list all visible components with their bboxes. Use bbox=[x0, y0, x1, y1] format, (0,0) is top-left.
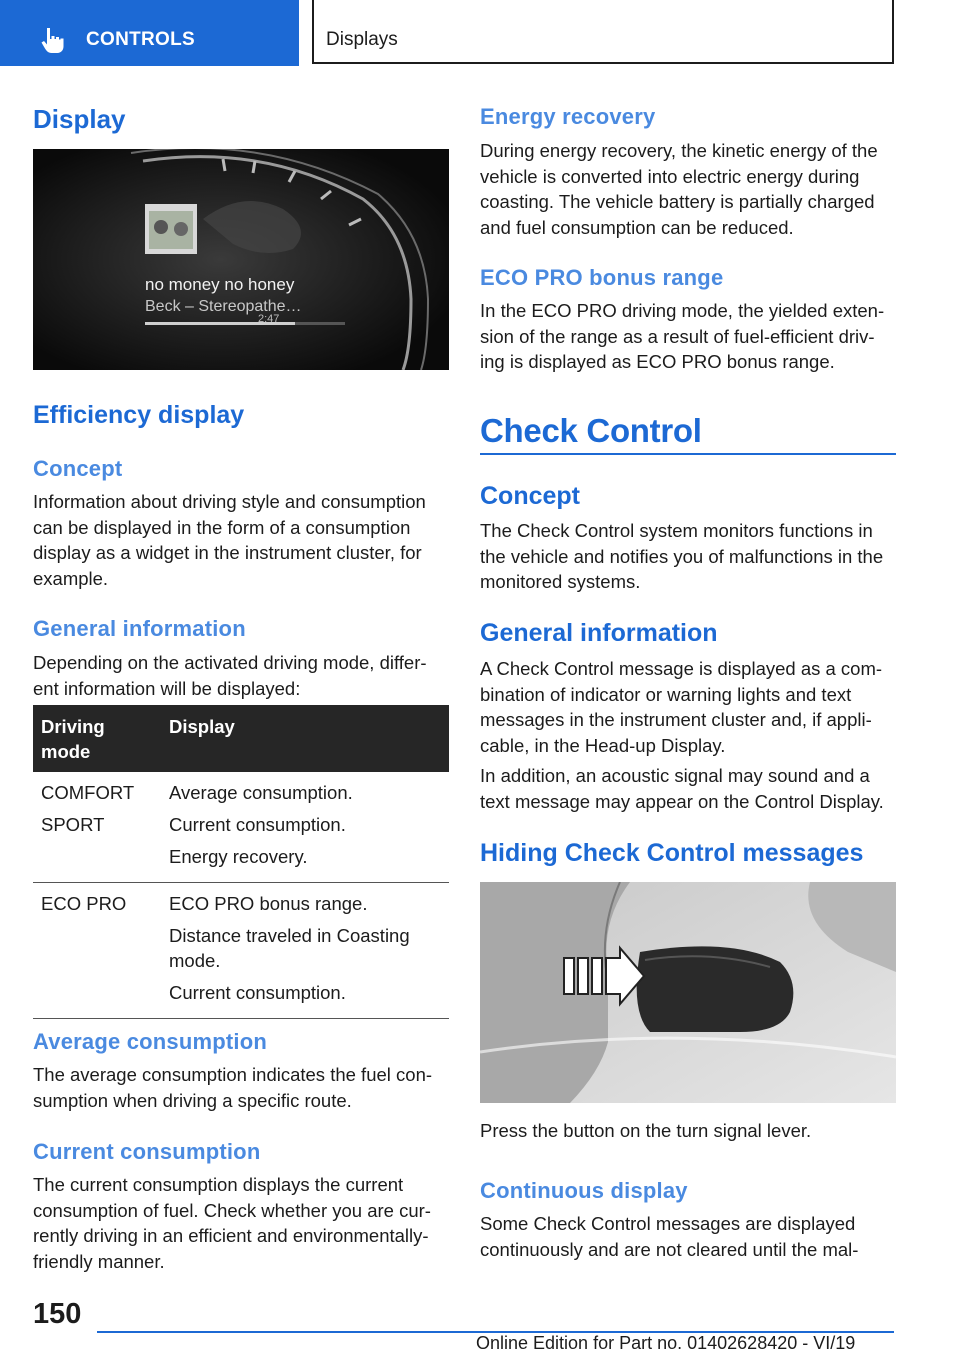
display-cell: Average consumption. bbox=[169, 782, 353, 803]
display-cell: Current consumption. bbox=[169, 982, 346, 1003]
cc-general-text-1: A Check Control message is displayed as a com-bination of indicator or warning lights and text messages in the instrument cluster and, if appli-cable, in the Head-up Display. bbox=[480, 658, 883, 756]
section-label: Displays bbox=[326, 29, 398, 50]
hiding-heading: Hiding Check Control messages bbox=[480, 839, 864, 867]
table-row bbox=[33, 883, 449, 1019]
track-title: no money no honey bbox=[145, 275, 295, 294]
left-column bbox=[33, 100, 449, 1272]
track-artist: Beck – Stereopathe… bbox=[145, 298, 302, 315]
avg-consumption-heading: Average consumption bbox=[33, 1029, 268, 1054]
cc-general-heading: General information bbox=[480, 619, 718, 647]
efficiency-heading: Efficiency display bbox=[33, 401, 245, 429]
chapter-tab bbox=[0, 0, 299, 66]
display-heading: Display bbox=[33, 104, 126, 134]
display-cell: Energy recovery. bbox=[169, 846, 308, 867]
press-button-text: Press the button on the turn signal lever. bbox=[480, 1120, 812, 1141]
display-cell: ECO PRO bonus range. bbox=[169, 893, 368, 914]
cur-consumption-text: The current consumption displays the current consumption of fuel. Check whether you are cur-rently driving in an efficient and environmentally-friendly manner. bbox=[33, 1174, 431, 1272]
page-number: 150 bbox=[33, 1298, 82, 1330]
col-header-driving-mode: Driving mode bbox=[33, 705, 161, 772]
section-header bbox=[312, 0, 894, 64]
energy-heading: Energy recovery bbox=[480, 104, 656, 129]
cc-general-text-2: In addition, an acoustic signal may sound and a text message may appear on the Control Display. bbox=[480, 765, 884, 812]
concept-heading: Concept bbox=[33, 456, 123, 481]
cc-concept-text: The Check Control system monitors functions in the vehicle and notifies you of malfunctions in the monitored systems. bbox=[480, 520, 884, 592]
heading-rule bbox=[480, 453, 896, 455]
cur-consumption-heading: Current consumption bbox=[33, 1139, 261, 1164]
mode-cell: ECO PRO bbox=[41, 893, 127, 914]
continuous-text: Some Check Control messages are displayed continuously and are not cleared until the mal- bbox=[480, 1213, 859, 1260]
edition-note: Online Edition for Part no. 01402628420 - VI/19 bbox=[476, 1333, 856, 1353]
general-heading: General information bbox=[33, 616, 246, 641]
continuous-heading: Continuous display bbox=[480, 1178, 688, 1203]
mode-cell: SPORT bbox=[41, 814, 105, 835]
driving-mode-table bbox=[33, 705, 449, 1019]
right-column bbox=[480, 100, 896, 1260]
eco-heading: ECO PRO bonus range bbox=[480, 265, 724, 290]
pointing-hand-icon bbox=[38, 26, 66, 54]
check-control-heading: Check Control bbox=[480, 412, 702, 449]
avg-consumption-text: The average consumption indicates the fuel con-sumption when driving a specific route. bbox=[33, 1064, 433, 1111]
cc-concept-heading: Concept bbox=[480, 482, 580, 510]
table-row bbox=[33, 772, 449, 883]
lever-illustration bbox=[480, 882, 896, 1103]
concept-text: Information about driving style and consumption can be displayed in the form of a consumption display as a widget in the instrument cluster, for example. bbox=[33, 491, 426, 589]
col-header-display: Display bbox=[161, 705, 449, 772]
turn-signal-lever-image bbox=[480, 882, 896, 1103]
instrument-display-image bbox=[33, 149, 449, 370]
chapter-label: CONTROLS bbox=[86, 29, 196, 50]
track-time: 2:47 bbox=[258, 313, 280, 325]
mode-cell: COMFORT bbox=[41, 782, 135, 803]
eco-text: In the ECO PRO driving mode, the yielded exten-sion of the range as a result of fuel-efficient driv-ing is displayed as ECO PRO bonus range. bbox=[480, 300, 885, 372]
display-cell: Current consumption. bbox=[169, 814, 346, 835]
display-cell: Distance traveled in Coasting mode. bbox=[169, 925, 410, 971]
display-illustration bbox=[33, 149, 449, 370]
general-text: Depending on the activated driving mode, differ-ent information will be displayed: bbox=[33, 652, 427, 699]
energy-text: During energy recovery, the kinetic energy of the vehicle is converted into electric energy during coasting. The vehicle battery is partially charged and fuel consumption can be reduced. bbox=[480, 140, 878, 238]
